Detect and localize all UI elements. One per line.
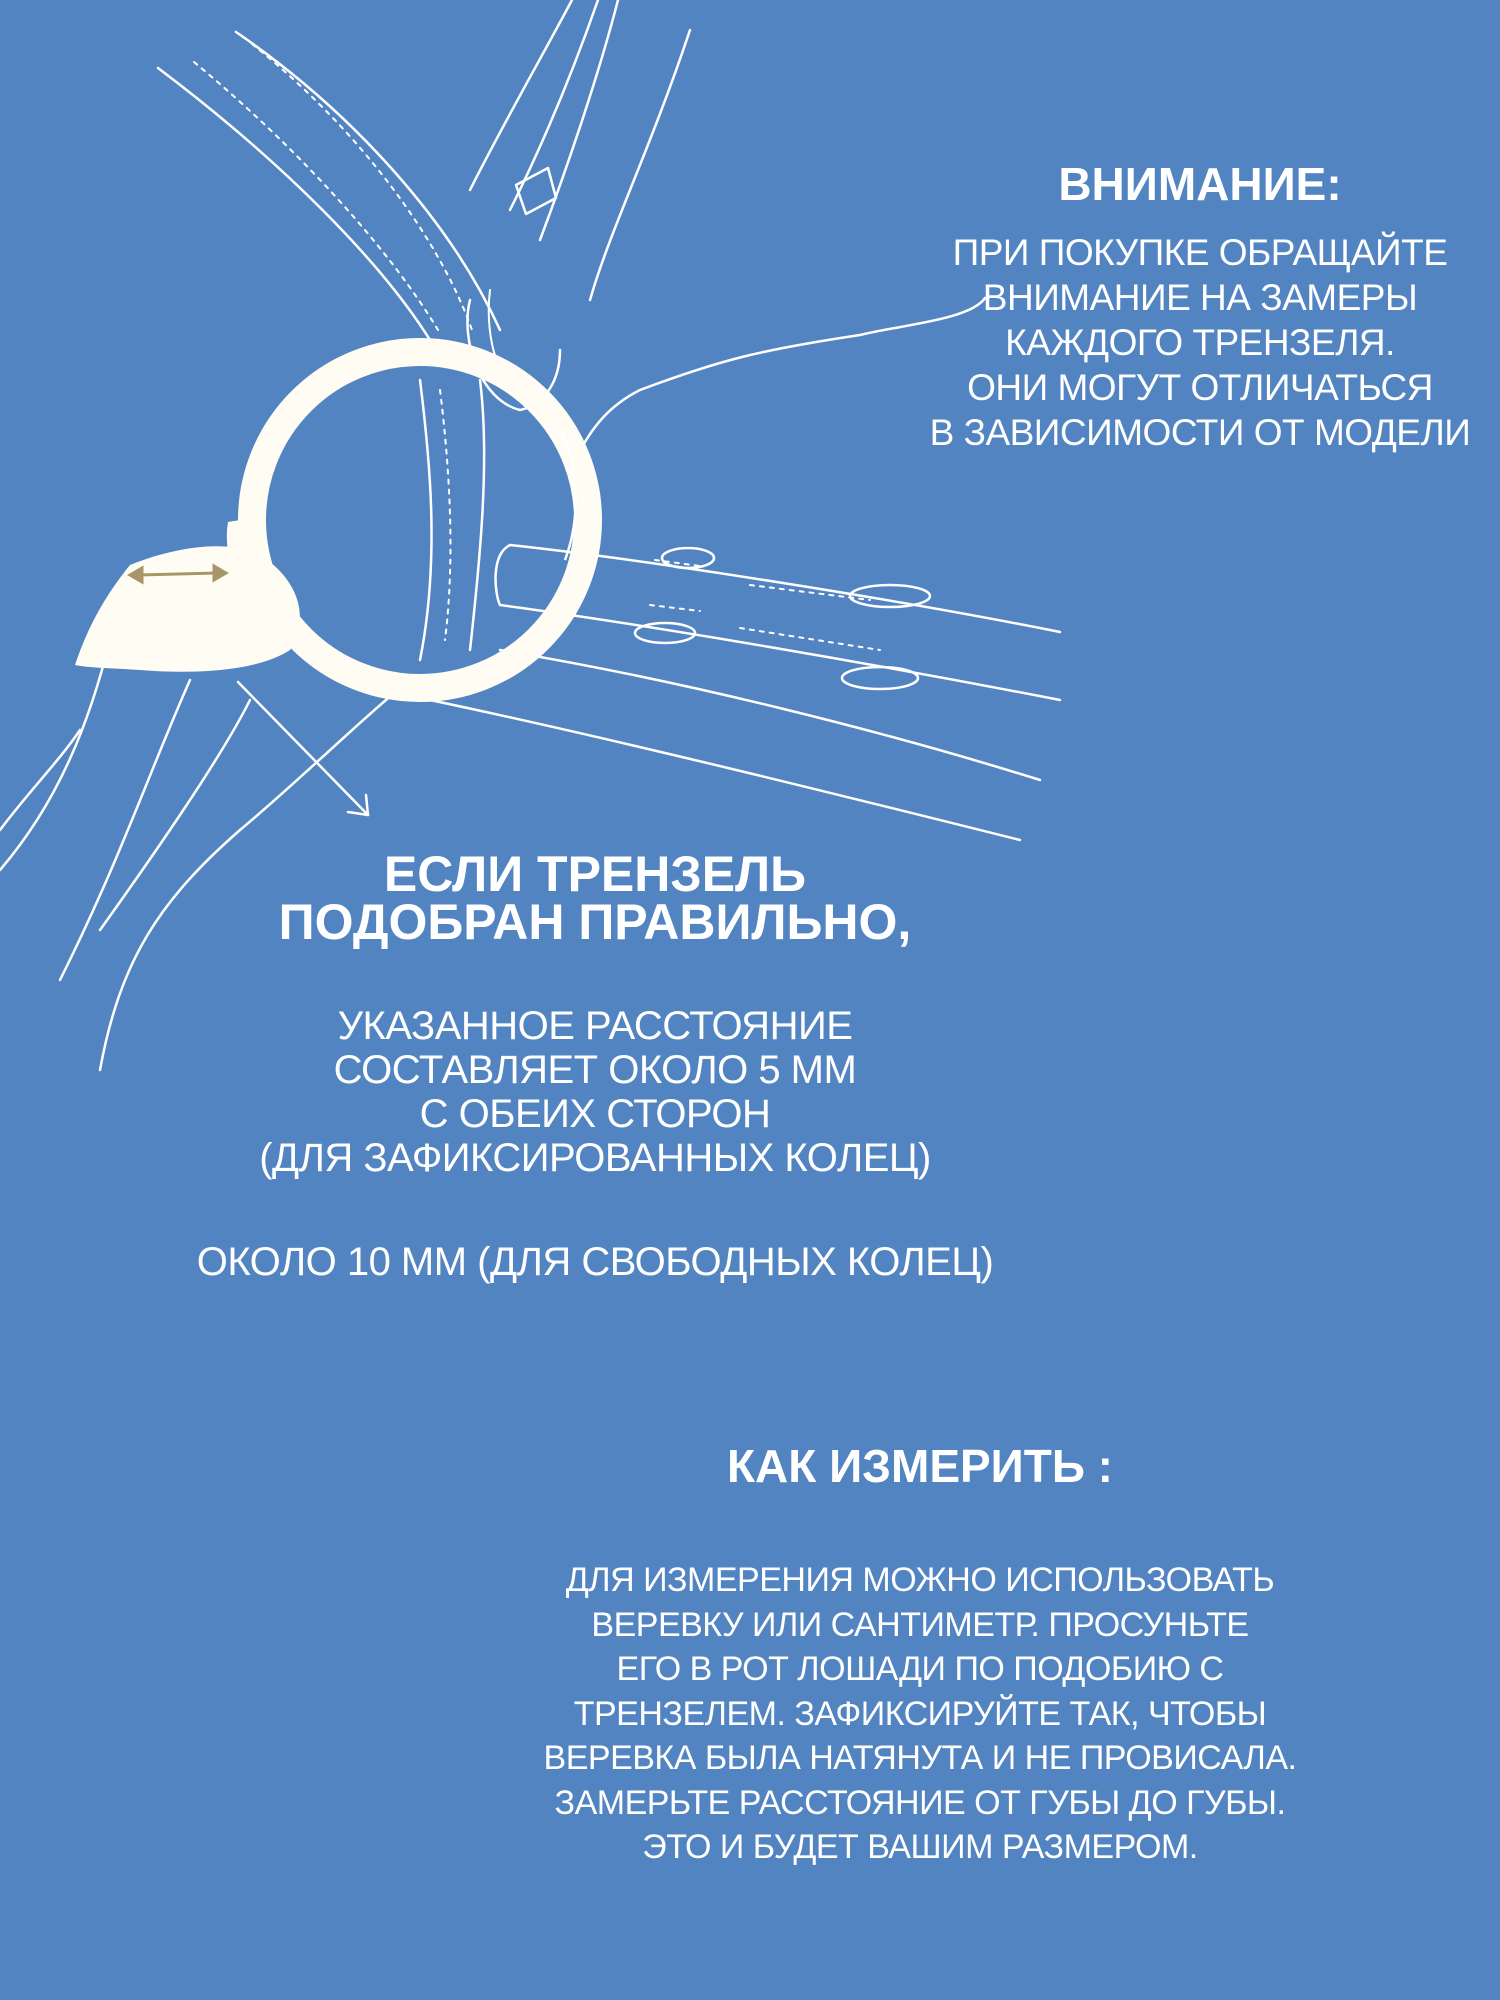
rein-end	[496, 545, 510, 605]
measure-section	[460, 1420, 1380, 1888]
rein-upper-bottom	[500, 605, 1060, 700]
attention-note	[900, 138, 1500, 473]
cheek-strap-stitch-right	[252, 44, 472, 330]
headstall-strap-d	[590, 30, 690, 300]
throat-strap-right	[470, 380, 484, 650]
muzzle-outline	[0, 640, 110, 870]
fit-title: ЕСЛИ ТРЕНЗЕЛЬ ПОДОБРАН ПРАВИЛЬНО,	[278, 846, 912, 950]
rein-lower-top	[500, 650, 1040, 780]
cheek-strap-stitch-left	[194, 62, 438, 330]
measure-title: КАК ИЗМЕРИТЬ :	[726, 1440, 1114, 1492]
fit-body-secondary: ОКОЛО 10 ММ (ДЛЯ СВОБОДНЫХ КОЛЕЦ)	[196, 1240, 994, 1284]
attention-body: ПРИ ПОКУПКЕ ОБРАЩАЙТЕ ВНИМАНИЕ НА ЗАМЕРЫ КАЖДОГО ТРЕНЗЕЛЯ. ОНИ МОГУТ ОТЛИЧАТЬСЯ В ЗАВИСИМОСТИ ОТ МОДЕЛИ	[929, 232, 1471, 453]
buckle	[516, 168, 556, 214]
rein-stitch-3	[650, 605, 700, 611]
cheek-strap-outer-right	[236, 32, 500, 330]
attention-title: ВНИМАНИЕ:	[1058, 158, 1342, 210]
pointer-arrow-line	[238, 682, 368, 815]
fit-body: УКАЗАННОЕ РАССТОЯНИЕ СОСТАВЛЯЕТ ОКОЛО 5 ММ С ОБЕИХ СТОРОН (ДЛЯ ЗАФИКСИРОВАННЫХ КОЛЕЦ)	[259, 1004, 931, 1180]
bit-mouthpiece	[75, 546, 300, 672]
throat-strap-left	[420, 380, 432, 660]
cheek-strap-outer-left	[158, 68, 430, 340]
bit-ring	[252, 352, 588, 688]
headstall-strap-a	[470, 0, 572, 190]
throat-stitch	[440, 390, 450, 640]
fit-section	[140, 832, 1050, 1302]
measure-body: ДЛЯ ИЗМЕРЕНИЯ МОЖНО ИСПОЛЬЗОВАТЬ ВЕРЕВКУ ИЛИ САНТИМЕТР. ПРОСУНЬТЕ ЕГО В РОТ ЛОШАДИ ПО ПОДОБИЮ С ТРЕНЗЕЛЕМ. ЗАФИКСИРУЙТЕ ТАК, ЧТОБЫ ВЕРЕВКА БЫЛА НАТЯНУТА И НЕ ПРОВИСАЛА. ЗАМЕРЬТЕ РАССТОЯНИЕ ОТ ГУБЫ ДО ГУБЫ. ЭТО И БУДЕТ ВАШИМ РАЗМЕРОМ.	[543, 1561, 1297, 1866]
rein-lower-bottom	[430, 700, 1020, 840]
rein-stud-4	[842, 667, 918, 689]
